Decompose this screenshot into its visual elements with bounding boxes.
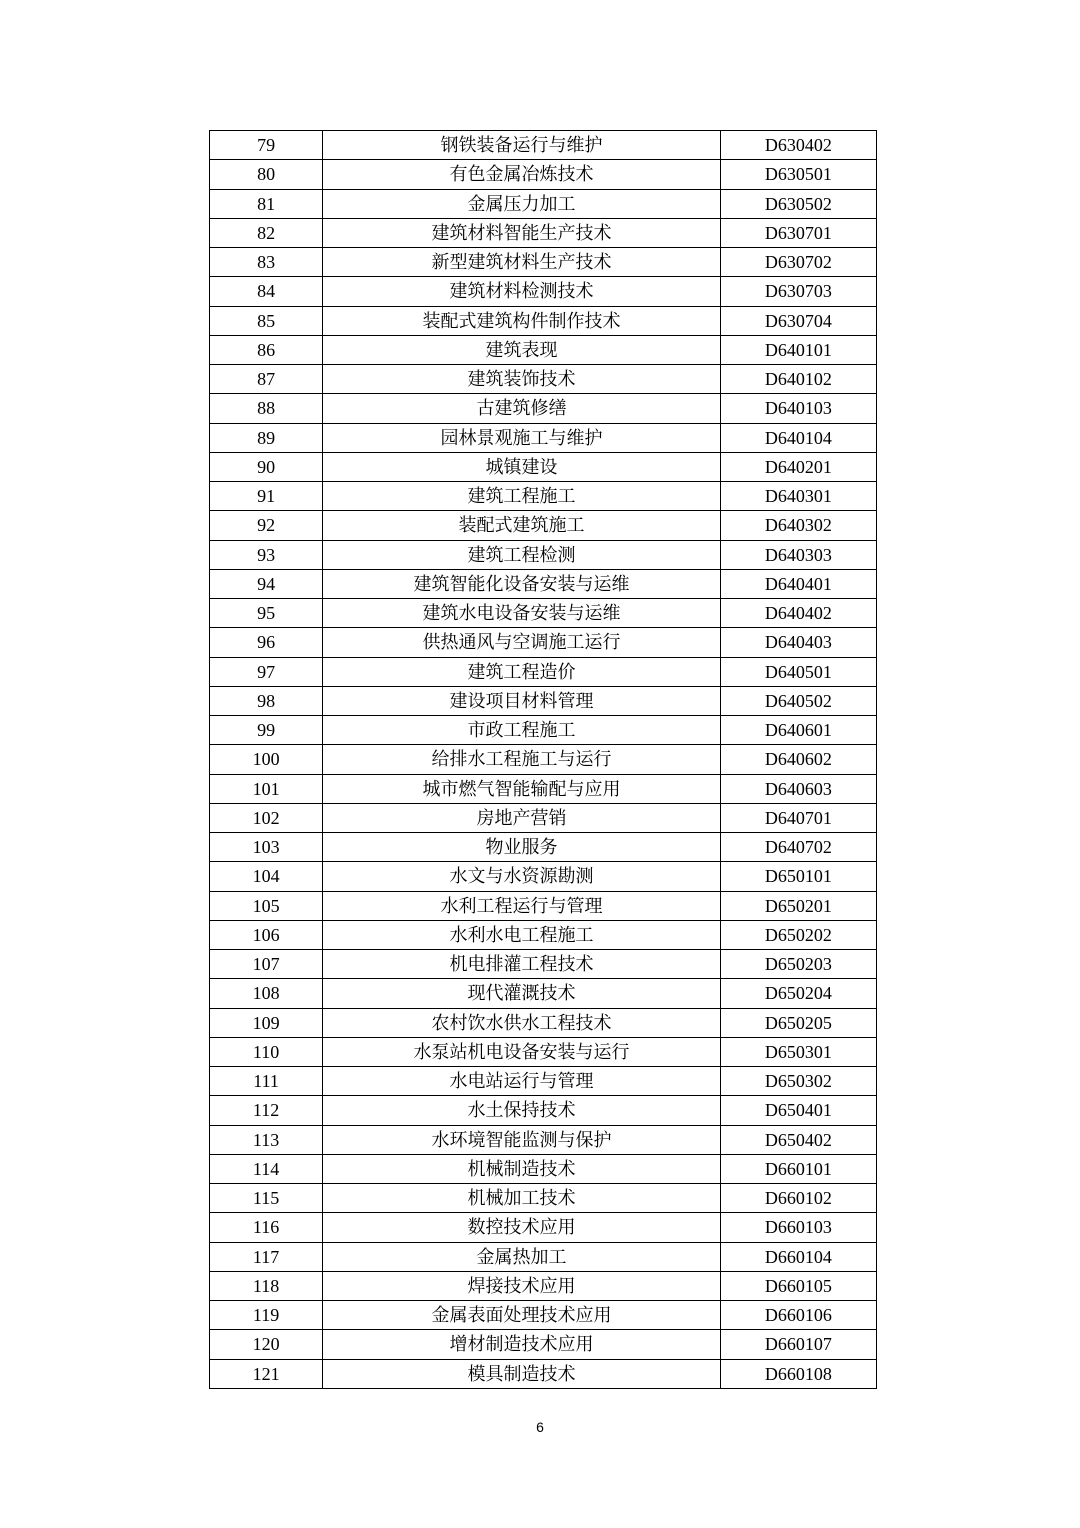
table-row bbox=[210, 131, 877, 160]
major-code-cell: D650202 bbox=[720, 920, 876, 949]
table-row bbox=[210, 686, 877, 715]
table-row bbox=[210, 803, 877, 832]
major-name-cell: 金属压力加工 bbox=[323, 189, 721, 218]
major-code-cell: D650205 bbox=[720, 1008, 876, 1037]
major-code-cell: D640502 bbox=[720, 686, 876, 715]
row-number-cell: 96 bbox=[210, 628, 323, 657]
row-number-cell: 107 bbox=[210, 950, 323, 979]
row-number-cell: 116 bbox=[210, 1213, 323, 1242]
table-row bbox=[210, 599, 877, 628]
major-code-cell: D630702 bbox=[720, 248, 876, 277]
table-row bbox=[210, 1096, 877, 1125]
row-number-cell: 108 bbox=[210, 979, 323, 1008]
table-row bbox=[210, 979, 877, 1008]
row-number-cell: 115 bbox=[210, 1184, 323, 1213]
major-code-cell: D640603 bbox=[720, 774, 876, 803]
major-name-cell: 建筑水电设备安装与运维 bbox=[323, 599, 721, 628]
major-name-cell: 增材制造技术应用 bbox=[323, 1330, 721, 1359]
row-number-cell: 120 bbox=[210, 1330, 323, 1359]
row-number-cell: 99 bbox=[210, 716, 323, 745]
row-number-cell: 110 bbox=[210, 1037, 323, 1066]
row-number-cell: 105 bbox=[210, 891, 323, 920]
table-row bbox=[210, 423, 877, 452]
table-row bbox=[210, 277, 877, 306]
row-number-cell: 82 bbox=[210, 218, 323, 247]
major-code-cell: D660101 bbox=[720, 1154, 876, 1183]
table-row bbox=[210, 160, 877, 189]
major-code-cell: D650201 bbox=[720, 891, 876, 920]
table-row bbox=[210, 950, 877, 979]
row-number-cell: 121 bbox=[210, 1359, 323, 1388]
major-name-cell: 建筑工程检测 bbox=[323, 540, 721, 569]
major-name-cell: 市政工程施工 bbox=[323, 716, 721, 745]
major-code-cell: D640402 bbox=[720, 599, 876, 628]
major-name-cell: 机械加工技术 bbox=[323, 1184, 721, 1213]
row-number-cell: 112 bbox=[210, 1096, 323, 1125]
major-name-cell: 机械制造技术 bbox=[323, 1154, 721, 1183]
major-name-cell: 水土保持技术 bbox=[323, 1096, 721, 1125]
row-number-cell: 85 bbox=[210, 306, 323, 335]
major-code-cell: D640702 bbox=[720, 833, 876, 862]
row-number-cell: 114 bbox=[210, 1154, 323, 1183]
row-number-cell: 79 bbox=[210, 131, 323, 160]
major-name-cell: 建筑工程造价 bbox=[323, 657, 721, 686]
major-code-cell: D630502 bbox=[720, 189, 876, 218]
row-number-cell: 95 bbox=[210, 599, 323, 628]
major-code-cell: D650204 bbox=[720, 979, 876, 1008]
major-name-cell: 数控技术应用 bbox=[323, 1213, 721, 1242]
row-number-cell: 111 bbox=[210, 1067, 323, 1096]
major-name-cell: 园林景观施工与维护 bbox=[323, 423, 721, 452]
major-name-cell: 有色金属冶炼技术 bbox=[323, 160, 721, 189]
table-row bbox=[210, 540, 877, 569]
table-row bbox=[210, 1330, 877, 1359]
major-code-cell: D660103 bbox=[720, 1213, 876, 1242]
table-row bbox=[210, 862, 877, 891]
row-number-cell: 119 bbox=[210, 1301, 323, 1330]
major-name-cell: 钢铁装备运行与维护 bbox=[323, 131, 721, 160]
major-code-cell: D640103 bbox=[720, 394, 876, 423]
row-number-cell: 93 bbox=[210, 540, 323, 569]
row-number-cell: 89 bbox=[210, 423, 323, 452]
table-row bbox=[210, 569, 877, 598]
table-row bbox=[210, 335, 877, 364]
table-row bbox=[210, 1067, 877, 1096]
major-code-cell: D650401 bbox=[720, 1096, 876, 1125]
table-row bbox=[210, 452, 877, 481]
major-name-cell: 水利水电工程施工 bbox=[323, 920, 721, 949]
row-number-cell: 92 bbox=[210, 511, 323, 540]
major-code-cell: D650203 bbox=[720, 950, 876, 979]
row-number-cell: 91 bbox=[210, 482, 323, 511]
major-code-cell: D630402 bbox=[720, 131, 876, 160]
row-number-cell: 109 bbox=[210, 1008, 323, 1037]
row-number-cell: 100 bbox=[210, 745, 323, 774]
table-row bbox=[210, 394, 877, 423]
table-row bbox=[210, 189, 877, 218]
major-name-cell: 物业服务 bbox=[323, 833, 721, 862]
major-code-cell: D640101 bbox=[720, 335, 876, 364]
page-number: 6 bbox=[536, 1419, 544, 1435]
table-row bbox=[210, 1301, 877, 1330]
major-name-cell: 建筑材料检测技术 bbox=[323, 277, 721, 306]
row-number-cell: 90 bbox=[210, 452, 323, 481]
major-code-cell: D660104 bbox=[720, 1242, 876, 1271]
major-name-cell: 城市燃气智能输配与应用 bbox=[323, 774, 721, 803]
major-name-cell: 金属热加工 bbox=[323, 1242, 721, 1271]
major-name-cell: 水环境智能监测与保护 bbox=[323, 1125, 721, 1154]
table-row bbox=[210, 1242, 877, 1271]
table-row bbox=[210, 1037, 877, 1066]
table-row bbox=[210, 745, 877, 774]
major-name-cell: 建筑装饰技术 bbox=[323, 365, 721, 394]
major-name-cell: 焊接技术应用 bbox=[323, 1271, 721, 1300]
major-name-cell: 古建筑修缮 bbox=[323, 394, 721, 423]
major-name-cell: 现代灌溉技术 bbox=[323, 979, 721, 1008]
row-number-cell: 97 bbox=[210, 657, 323, 686]
major-name-cell: 水文与水资源勘测 bbox=[323, 862, 721, 891]
table-row bbox=[210, 628, 877, 657]
major-name-cell: 农村饮水供水工程技术 bbox=[323, 1008, 721, 1037]
major-code-cell: D650402 bbox=[720, 1125, 876, 1154]
major-name-cell: 新型建筑材料生产技术 bbox=[323, 248, 721, 277]
row-number-cell: 83 bbox=[210, 248, 323, 277]
major-code-cell: D650101 bbox=[720, 862, 876, 891]
row-number-cell: 113 bbox=[210, 1125, 323, 1154]
major-code-cell: D660106 bbox=[720, 1301, 876, 1330]
table-row bbox=[210, 1271, 877, 1300]
major-code-cell: D660105 bbox=[720, 1271, 876, 1300]
table-row bbox=[210, 306, 877, 335]
major-name-cell: 模具制造技术 bbox=[323, 1359, 721, 1388]
row-number-cell: 102 bbox=[210, 803, 323, 832]
major-name-cell: 水泵站机电设备安装与运行 bbox=[323, 1037, 721, 1066]
major-code-cell: D640102 bbox=[720, 365, 876, 394]
row-number-cell: 80 bbox=[210, 160, 323, 189]
table-body bbox=[210, 131, 877, 1389]
major-code-cell: D650302 bbox=[720, 1067, 876, 1096]
major-code-cell: D640403 bbox=[720, 628, 876, 657]
major-code-cell: D640303 bbox=[720, 540, 876, 569]
table-row bbox=[210, 1154, 877, 1183]
major-name-cell: 房地产营销 bbox=[323, 803, 721, 832]
table-row bbox=[210, 365, 877, 394]
table-row bbox=[210, 1359, 877, 1388]
major-name-cell: 建筑材料智能生产技术 bbox=[323, 218, 721, 247]
major-code-cell: D640302 bbox=[720, 511, 876, 540]
major-code-cell: D630703 bbox=[720, 277, 876, 306]
row-number-cell: 118 bbox=[210, 1271, 323, 1300]
major-code-cell: D640104 bbox=[720, 423, 876, 452]
row-number-cell: 84 bbox=[210, 277, 323, 306]
major-code-cell: D640501 bbox=[720, 657, 876, 686]
major-name-cell: 建筑表现 bbox=[323, 335, 721, 364]
major-name-cell: 水电站运行与管理 bbox=[323, 1067, 721, 1096]
table-row bbox=[210, 833, 877, 862]
major-code-cell: D650301 bbox=[720, 1037, 876, 1066]
row-number-cell: 106 bbox=[210, 920, 323, 949]
table-row bbox=[210, 920, 877, 949]
row-number-cell: 94 bbox=[210, 569, 323, 598]
major-code-cell: D640401 bbox=[720, 569, 876, 598]
table-row bbox=[210, 891, 877, 920]
major-name-cell: 城镇建设 bbox=[323, 452, 721, 481]
row-number-cell: 87 bbox=[210, 365, 323, 394]
row-number-cell: 86 bbox=[210, 335, 323, 364]
row-number-cell: 104 bbox=[210, 862, 323, 891]
row-number-cell: 88 bbox=[210, 394, 323, 423]
table-row bbox=[210, 511, 877, 540]
major-name-cell: 装配式建筑施工 bbox=[323, 511, 721, 540]
table-row bbox=[210, 1213, 877, 1242]
major-name-cell: 水利工程运行与管理 bbox=[323, 891, 721, 920]
table-row bbox=[210, 1125, 877, 1154]
table-row bbox=[210, 774, 877, 803]
major-code-cell: D640602 bbox=[720, 745, 876, 774]
major-code-cell: D640301 bbox=[720, 482, 876, 511]
table-row bbox=[210, 482, 877, 511]
row-number-cell: 117 bbox=[210, 1242, 323, 1271]
major-code-cell: D630704 bbox=[720, 306, 876, 335]
major-code-cell: D660107 bbox=[720, 1330, 876, 1359]
major-name-cell: 金属表面处理技术应用 bbox=[323, 1301, 721, 1330]
major-code-cell: D630701 bbox=[720, 218, 876, 247]
major-code-cell: D640701 bbox=[720, 803, 876, 832]
table-row bbox=[210, 1008, 877, 1037]
major-name-cell: 建筑智能化设备安装与运维 bbox=[323, 569, 721, 598]
major-code-cell: D640601 bbox=[720, 716, 876, 745]
row-number-cell: 98 bbox=[210, 686, 323, 715]
table-row bbox=[210, 248, 877, 277]
row-number-cell: 81 bbox=[210, 189, 323, 218]
row-number-cell: 101 bbox=[210, 774, 323, 803]
major-name-cell: 建设项目材料管理 bbox=[323, 686, 721, 715]
major-table bbox=[209, 130, 877, 1389]
major-name-cell: 机电排灌工程技术 bbox=[323, 950, 721, 979]
row-number-cell: 103 bbox=[210, 833, 323, 862]
table-row bbox=[210, 716, 877, 745]
table-row bbox=[210, 1184, 877, 1213]
major-name-cell: 建筑工程施工 bbox=[323, 482, 721, 511]
major-code-cell: D630501 bbox=[720, 160, 876, 189]
table-row bbox=[210, 657, 877, 686]
major-name-cell: 给排水工程施工与运行 bbox=[323, 745, 721, 774]
major-code-cell: D660102 bbox=[720, 1184, 876, 1213]
major-name-cell: 供热通风与空调施工运行 bbox=[323, 628, 721, 657]
major-code-cell: D640201 bbox=[720, 452, 876, 481]
major-code-cell: D660108 bbox=[720, 1359, 876, 1388]
table-row bbox=[210, 218, 877, 247]
major-name-cell: 装配式建筑构件制作技术 bbox=[323, 306, 721, 335]
